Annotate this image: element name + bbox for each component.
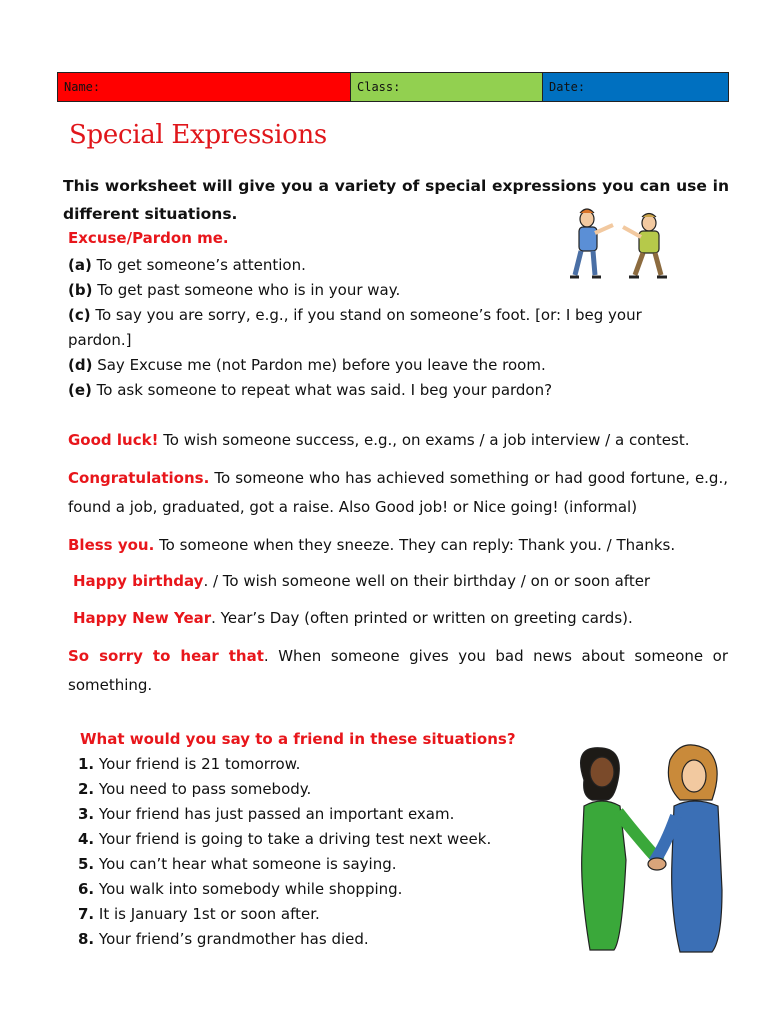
name-label: Name: xyxy=(64,80,101,94)
quiz-text: Your friend is 21 tomorrow. xyxy=(94,755,301,773)
quiz-number: 6. xyxy=(78,880,95,898)
item-text: To get past someone who is in your way. xyxy=(92,281,401,299)
quiz-item xyxy=(78,902,548,927)
quiz-text: You need to pass somebody. xyxy=(94,780,312,798)
date-label: Date: xyxy=(549,80,586,94)
class-label: Class: xyxy=(357,80,401,94)
quiz-item xyxy=(78,777,548,802)
page-title: Special Expressions xyxy=(69,120,327,150)
expression-phrase: So sorry to hear that xyxy=(68,647,264,665)
item-label: (c) xyxy=(68,306,91,324)
expression-text: . When someone gives you bad news about someone or something. xyxy=(68,647,728,694)
item-text: To ask someone to repeat what was said. I beg your pardon? xyxy=(91,381,553,399)
item-label: (a) xyxy=(68,256,92,274)
expression-happy-birthday xyxy=(73,567,733,596)
expression-phrase: Bless you. xyxy=(68,536,155,554)
two-women-handshake-illustration xyxy=(562,740,742,955)
info-header-table xyxy=(57,72,729,102)
item-text: To get someone’s attention. xyxy=(91,256,306,274)
expression-bless-you xyxy=(68,531,728,560)
item-label: (d) xyxy=(68,356,93,374)
expression-phrase: Good luck! xyxy=(68,431,159,449)
date-field[interactable] xyxy=(543,73,728,101)
intro-paragraph: This worksheet will give you a variety of special expressions you can use in different situations. xyxy=(63,177,729,223)
expression-text: . Year’s Day (often printed or written on greeting cards). xyxy=(211,609,633,627)
item-label: (e) xyxy=(68,381,92,399)
item-label: (b) xyxy=(68,281,93,299)
class-field[interactable] xyxy=(351,73,543,101)
quiz-item xyxy=(78,827,548,852)
quiz-number: 5. xyxy=(78,855,95,873)
two-men-greeting-illustration xyxy=(565,207,675,285)
quiz-text: It is January 1st or soon after. xyxy=(94,905,320,923)
excuse-heading: Excuse/Pardon me. xyxy=(68,229,229,247)
excuse-item xyxy=(68,378,728,403)
quiz-number: 1. xyxy=(78,755,95,773)
quiz-number: 2. xyxy=(78,780,95,798)
quiz-text: Your friend’s grandmother has died. xyxy=(94,930,369,948)
expression-phrase: Happy birthday xyxy=(73,572,204,590)
expression-so-sorry xyxy=(68,642,728,700)
quiz-item xyxy=(78,927,548,952)
quiz-list xyxy=(78,752,548,952)
expression-congratulations xyxy=(68,464,728,522)
expression-phrase: Congratulations. xyxy=(68,469,210,487)
quiz-number: 7. xyxy=(78,905,95,923)
quiz-item xyxy=(78,852,548,877)
quiz-number: 3. xyxy=(78,805,95,823)
quiz-text: Your friend has just passed an important exam. xyxy=(94,805,455,823)
item-text: To say you are sorry, e.g., if you stand on someone’s foot. [or: I beg your pardon.] xyxy=(68,306,642,349)
expression-text: . / To wish someone well on their birthday / on or soon after xyxy=(203,572,651,590)
quiz-item xyxy=(78,877,548,902)
quiz-number: 4. xyxy=(78,830,95,848)
name-field[interactable] xyxy=(58,73,351,101)
expression-text: To someone who has achieved something or had good fortune, e.g., found a job, graduated, got a raise. Also Good job! or Nice going! (informal) xyxy=(68,469,728,516)
quiz-text: Your friend is going to take a driving test next week. xyxy=(94,830,492,848)
expression-text: To wish someone success, e.g., on exams / a job interview / a contest. xyxy=(158,431,690,449)
excuse-item xyxy=(68,303,693,353)
quiz-item xyxy=(78,802,548,827)
quiz-heading: What would you say to a friend in these situations? xyxy=(80,730,516,748)
expression-happy-new-year xyxy=(73,604,733,633)
item-text: Say Excuse me (not Pardon me) before you leave the room. xyxy=(92,356,546,374)
quiz-number: 8. xyxy=(78,930,95,948)
excuse-item xyxy=(68,353,728,378)
expression-phrase: Happy New Year xyxy=(73,609,212,627)
quiz-item xyxy=(78,752,548,777)
quiz-text: You walk into somebody while shopping. xyxy=(94,880,403,898)
expression-text: To someone when they sneeze. They can reply: Thank you. / Thanks. xyxy=(154,536,676,554)
quiz-text: You can’t hear what someone is saying. xyxy=(94,855,397,873)
expression-good-luck xyxy=(68,426,728,455)
